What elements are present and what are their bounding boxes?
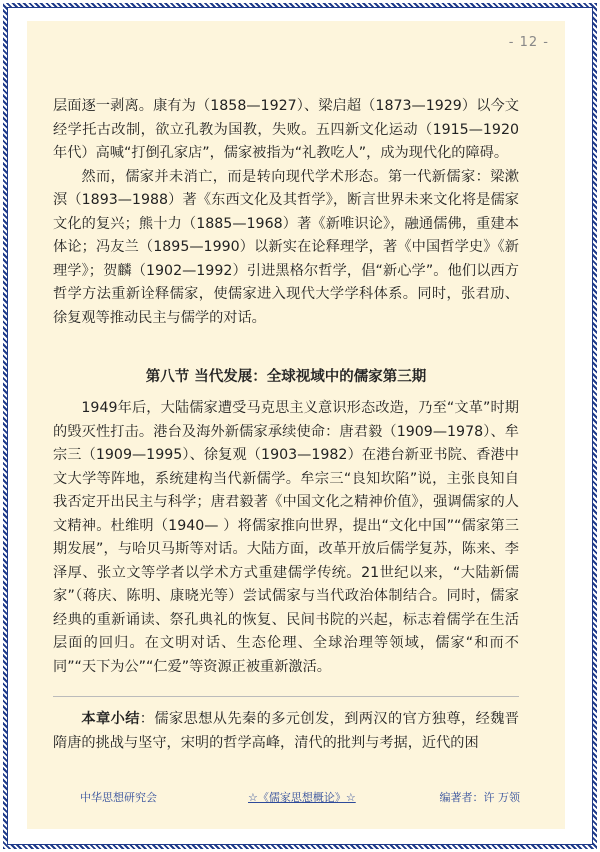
body-text-top bbox=[53, 95, 519, 330]
section-divider bbox=[53, 696, 519, 697]
body-text-middle bbox=[53, 397, 519, 679]
footer-book-title: ☆《儒家思想概论》☆ bbox=[248, 791, 356, 804]
summary-paragraph bbox=[53, 708, 519, 755]
footer-author: 编著者：许 万领 bbox=[439, 791, 520, 804]
summary-text: ：儒家思想从先秦的多元创发，到两汉的官方独尊，经魏晋隋唐的挑战与坚守，宋明的哲学高峰，清代的批判与考据，近代的困 bbox=[53, 711, 519, 751]
chapter-summary bbox=[53, 708, 519, 755]
summary-label: 本章小结 bbox=[81, 711, 140, 727]
footer-organization: 中华思想研究会 bbox=[80, 791, 157, 804]
paragraph-2: 然而，儒家并未消亡，而是转向现代学术形态。第一代新儒家：梁漱溟（1893—1988）著《东西文化及其哲学》，断言世界未来文化将是儒家文化的复兴；熊十力（1885—1968）著《新唯识论》，融通儒佛，重建本体论；冯友兰（1895—1990）以新实在论释理学，著《中国哲学史》《新理学》；贺麟（1902—1992）引进黑格尔哲学，倡“新心学”。他们以西方哲学方法重新诠释儒家，使儒家进入现代大学学科体系。同时，张君劢、徐复观等推动民主与儒学的对话。 bbox=[53, 168, 519, 326]
section-heading: 第八节 当代发展：全球视域中的儒家第三期 bbox=[145, 369, 427, 385]
paragraph-3: 1949年后，大陆儒家遭受马克思主义意识形态改造，乃至“文革”时期的毁灭性打击。港台及海外新儒家承续使命：唐君毅（1909—1978）、牟宗三（1909—1995）、徐复观（1903—1982）在港台新亚书院、香港中文大学等阵地，系统建构当代新儒学。牟宗三“良知坎陷”说，主张良知自我否定开出民主与科学；唐君毅著《中国文化之精神价值》，强调儒家的人文精神。杜维明（1940— ）将儒家推向世界，提出“文化中国”“儒家第三期发展”，与哈贝马斯等对话。大陆方面，改革开放后儒学复苏，陈来、李泽厚、张立文等学者以学术方式重建儒学传统。21世纪以来，“大陆新儒家”（蒋庆、陈明、康晓光等）尝试儒家与当代政治体制结合。同时，儒家经典的重新诵读、祭孔典礼的恢复、民间书院的兴起，标志着儒学在生活层面的回归。在文明对话、生态伦理、全球治理等领域，儒家“和而不同”“天下为公”“仁爱”等资源正被重新激活。 bbox=[53, 400, 519, 675]
page-number: - 12 - bbox=[508, 35, 549, 50]
paragraph-1: 层面逐一剥离。康有为（1858—1927）、梁启超（1873—1929）以今文经学托古改制，欲立孔教为国教，失败。五四新文化运动（1915—1920年代）高喊“打倒孔家店”，儒家被指为“礼教吃人”，成为现代化的障碍。 bbox=[53, 98, 519, 161]
